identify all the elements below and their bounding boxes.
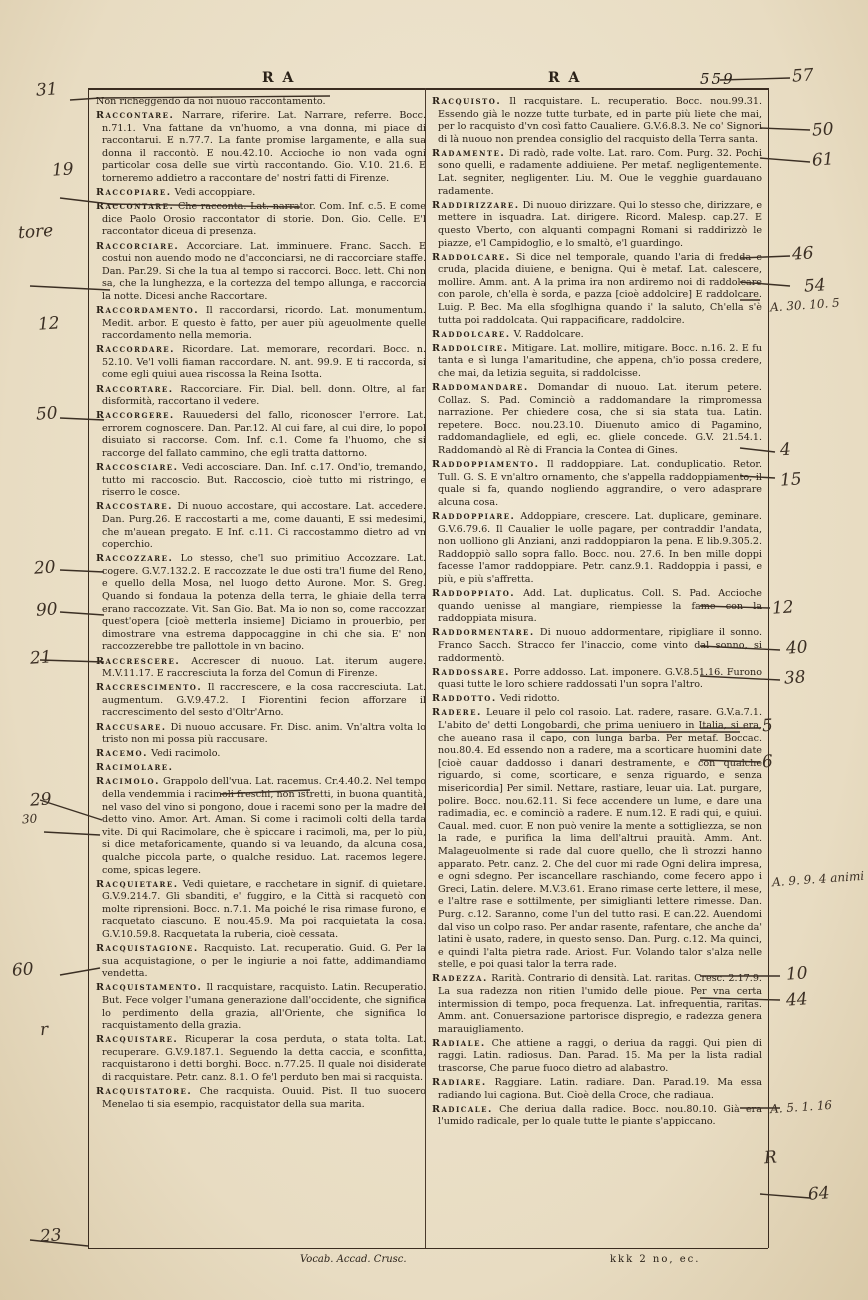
margin-note-r: r [39, 1019, 49, 1041]
margin-note-44: 44 [785, 989, 809, 1011]
entry-headword: Raddirizzare. [432, 199, 520, 211]
entry-text: Di nuouo accusare. Fr. Disc. anim. Vn'altra volta lo tristo non mi possa più raccusare. [102, 721, 426, 746]
entry-text: Accorciare. Lat. imminuere. Franc. Sacch. E costui non auendo modo ne d'acconciarsi, ne di raccorciare staffe. Dan. Par.29. Si che la tua al tempo si raccorci. Bocc. lett. Chi non sa, che la lunghezza, e la cortezza del tempo allunga, e raccorcia la notte. Dicesi anche Raccortare. [102, 240, 426, 302]
entry-text: Vedi ridotto. [499, 693, 560, 705]
margin-note-90: 90 [35, 599, 59, 621]
entry-text: Non richeggendo da noi nuouo raccontamento. [96, 96, 326, 107]
entry-headword: Radere. [432, 707, 482, 719]
entry-headword: Racquisto. [432, 96, 502, 107]
entry-text: Rauuedersi del fallo, riconoscer l'errore. Lat. errorem cognoscere. Dan. Par.12. Al cui fare, al cui dire, lo popol disuiato si raccorse. Com. Inf. c.1. Come fa l'huomo, che si raccorge del fallato cammino, che egli tratta dattorno. [102, 410, 426, 460]
catchword-footer: kkk 2 no, ec. [610, 1254, 701, 1265]
entry-text: Accrescer di nuouo. Lat. iterum augere. M.V.11.17. E raccresciuta la forza del Comun di Firenze. [102, 655, 426, 680]
entry-text: Ricuperar la cosa perduta, o stata tolta. Lat. recuperare. G.V.9.187.1. Seguendo la detta caccia, e sconfitta, racquistarono i detti borghi. Bocc. n.77.25. Il quale noi disiderate di racquistare. Petr. canz. 8.1. O fe'l perduto ben mai si racquista. [102, 1034, 426, 1084]
entry-text: Raccorciare. Fir. Dial. bell. donn. Oltre, al far disformità, raccortano il vedere. [102, 383, 426, 408]
entry-headword: Racquistatore. [96, 1086, 193, 1098]
entry-headword: Raddolcare. [432, 251, 511, 263]
entry-headword: Raddoppiamento. [432, 459, 540, 471]
margin-note-61: 61 [811, 149, 835, 171]
entry-text: Di nuouo accostare, qui accostare. Lat. accedere. Dan. Purg.26. E raccostarti a me, come dauanti, E ssi medesimi, che m'auean pregato. E Inf. c.11. Ci raccostammo dietro ad vn coperchio. [102, 501, 426, 551]
entry-headword: Racquietare. [96, 878, 179, 890]
entry-headword: Raccontare. [96, 110, 175, 122]
entry-headword: Raccontare. [96, 201, 175, 213]
margin-note-a-30: A. 30. 10. 5 [769, 295, 841, 315]
entry-headword: Racemo. [96, 748, 148, 760]
margin-note-R: R [763, 1147, 778, 1169]
entry-text: Che attiene a raggi, o deriua da raggi. Qui pien di raggi. Latin. radiosus. Dan. Parad. 15. Ma per la lista radial trascorse, Che parue fuoco dietro ad alabastro. [438, 1037, 762, 1075]
entry-headword: Racquistamento. [96, 982, 203, 994]
margin-note-6: 6 [761, 751, 774, 773]
margin-note-10: 10 [785, 963, 809, 985]
entry-headword: Raccordamento. [96, 305, 200, 316]
margin-note-21: 21 [29, 647, 53, 669]
margin-note-23: 23 [39, 1225, 63, 1247]
entry-headword: Raddolcire. [432, 342, 509, 354]
entry-text: Il racquistare. L. recuperatio. Bocc. nou.99.31. Essendo già le nozze tutte turbate, ed in parte più liete che mai, per lo racquisto d'vn così fatto Caualiere. G.V.6.8.3. Ne co' Signori di là nuouo non prendea consiglio del racquisto della Terra santa. [438, 96, 762, 145]
entry-text: Vedi racimolo. [151, 748, 221, 760]
margin-note-30: 30 [21, 811, 38, 827]
entry-text: Di radò, rade volte. Lat. raro. Com. Purg. 32. Pochi sono quelli, e radamente addiuiene. Per metaf. negligentemente. Lat. segniter, negligenter. Liu. M. Oue le vegghie guardauano radamente. [438, 147, 762, 197]
entry-text: Il raddoppiare. Lat. conduplicatio. Retor. Tull. G. S. E vn'altro ornamento, che s'appella raddoppiamento, il quale si fa, quando nogliendo aggrandire, o vero adasprare alcuna cosa. [438, 459, 762, 508]
running-head-left: R A [262, 70, 296, 86]
margin-note-46: 46 [791, 243, 815, 265]
entry-text: Domandar di nuouo. Lat. iterum petere. Collaz. S. Pad. Cominciò a raddomandare la rimpromessa narrazione. Per chiedere cosa, che si sia stata tua. Latin. repetere. Bocc. nou.23.10. Diuenuto amico di Pagamino, raddomandagliele, ed egli, ec. gliele concede. G.V. 21.54.1. Raddomandò al Rè di Francia la Contea di Gines. [438, 382, 762, 457]
entry-text: Addoppiare, crescere. Lat. duplicare, geminare. G.V.6.79.6. Il Caualier le uolle pagare, per contraddir l'andata, non uolliono gli Anziani, anzi raddoppiaron la pena. E lib.9.305.2. Raddoppiò sallo sopra fallo. Bocc. nou. 27.6. In ben mille doppi facesse l'amor raddoppiare. Petr. canz.9.1. Raddoppia i passi, e più, e più s'affretta. [438, 511, 762, 585]
entry-text: Raggiare. Latin. radiare. Dan. Parad.19. Ma essa radiando lui cagiona. But. Cioè della Croce, che radiaua. [438, 1077, 762, 1101]
entry-headword: Radicale. [432, 1103, 493, 1115]
entry-text: V. Raddolcare. [513, 328, 584, 340]
entry-text: Il raccrescere, e la cosa raccresciuta. Lat. augmentum. G.V.9.47.2. I Fiorentini fecion afforzare il raccrescimento del sesto d'Oltr'Arno. [102, 682, 426, 719]
entry-headword: Racquistagione. [96, 943, 199, 955]
entry-text: Rarità. Contrario di densità. Lat. raritas. Cresc. 2.17.9. La sua radezza non ritien l'umido delle pioue. Per vna certa intermission di tempo, poca frequenza. Lat. infrequentia, raritas. Amm. ant. Conuersazione partorisce dispregio, e radezza genera marauigliamento. [438, 973, 762, 1035]
entry-text: Vedi quietare, e racchetare in signif. di quietare. G.V.9.214.7. Gli sbanditi, e' fuggiro, e la Città si racquetò con molte riprensioni. Bocc. n.7.1. Ma poiché le risa rimase furono, e racquetato ciascuno. E nou.45.9. Ma poi racquietata la cosa. G.V.10.59.8. Racquetata la ruberia, cioè cessata. [102, 878, 426, 940]
entry-headword: Radiare. [432, 1077, 487, 1089]
entry-headword: Radiale. [432, 1037, 486, 1049]
entry-headword: Raccostare. [96, 501, 173, 513]
entry-headword: Raddoppiare. [432, 511, 516, 522]
entry-headword: Raccorciare. [96, 240, 180, 252]
margin-note-12: 12 [37, 313, 61, 335]
margin-note-54: 54 [803, 275, 827, 297]
entry-text: Che deriua dalla radice. Bocc. nou.80.10. Già era l'umido radicale, per lo quale tutte le piante s'appiccano. [438, 1103, 762, 1128]
entry-headword: Raccosciare. [96, 462, 179, 474]
entry-text: Vedi accosciare. Dan. Inf. c.17. Ond'io, tremando, tutto mi raccoscio. But. Raccoscio, cioè tutto mi ristringo, e riserro le cosce. [102, 462, 426, 499]
entry-headword: Raddoppiato. [432, 588, 516, 600]
margin-note-a-5: A. 5. 1. 16 [769, 1097, 833, 1117]
margin-note-4: 4 [779, 439, 792, 461]
entry-headword: Radezza. [432, 973, 488, 985]
margin-note-29: 29 [29, 789, 53, 811]
entry-headword: Raccozzare. [96, 553, 174, 565]
entry-headword: Raddolcare. [432, 328, 511, 340]
entry-headword: Racimolare. [96, 762, 174, 774]
entry-text: Il racquistare, racquisto. Latin. Recuperatio. But. Fece volger l'umana generazione dall'occidente, che significa lo perdimento della grazia, all'Oriente, che significa lo racquistamento della grazia. [102, 982, 426, 1032]
entry-headword: Raccordare. [96, 344, 175, 356]
entry-text: Vedi accoppiare. [174, 187, 256, 199]
entry-headword: Raddormentare. [432, 627, 535, 639]
entry-text: Leuare il pelo col rasoio. Lat. radere, rasare. G.V.a.7.1. L'abito de' detti Longobardi, che prima ueniuero in Italia, si era, che aueano rasa il capo, con lunga barba. Per metaf. Boccac. nou.80.4. Ed essendo non a radere, ma a scorticare huomini date [cioè cauar daddosso i danari destramente, e con qualche riguardo, si come, scorticare, e senza riguardo, e senza misericordia] Per simil. Nettare, rastiare, leuar uia. Lat. purgare, polire. Bocc. nou.62.11. Si fece accendere un lume, e dare una radimadia, ec. e cominciò a radere. E num.12. E radi qui, e quiui. Caual. med. cuor. E non può venire la mente a sottigliezza, se non la rade, e purifica la lima dell'altrui prauità. Amm. Ant. Malageuolmente si rade dal cuore quello, che lì strozzi hanno apparato. Petr. canz. 2. Che del cuor mi rade Ogni delira impresa, e ogni sdegno. Per iscancellare raschiando, come fecero appo i Greci, Latin. delere. M.V.3.61. Erano rimase certe lettere, il mese, e l'altre rase e sottilmente, per simiglianti lettere rimesse. Dan. Purg. c.12. Saranno, come l'un del tutto rasi. E can.22. Auendomi dal viso un colpo raso. Per andar rasente, rafentare, che anche da' latini è usato, radere, in questo senso. Dan. Purg. c.12. Ma quinci, e quindi l'alta pietra rade. Ariost. Fur. Volando talor s'alza nelle stelle, e poi quasi talor la terra rade. [438, 707, 762, 971]
entry-text: Di nuouo addormentare, ripigliare il sonno. Franco Sacch. Stracco fer l'inaccio, come vinto dal sonno, si raddormentò. [438, 627, 762, 664]
entry-text: Narrare, riferire. Lat. Narrare, referre. Bocc. n.71.1. Vna fattane da vn'huomo, a vna donna, mi piace di raccontarui. E n.77.7. La fante promise largamente, e alla sua donna il raccontò. E nou.42.10. Accioche io non vada ogni particolar cosa delle sue virtù raccontando. Gio. V.10. 21.6. E torneremo addietro a raccontare de' nostri fatti di Firenze. [102, 110, 426, 185]
entry-headword: Raccrescimento. [96, 682, 203, 694]
entry-text: Mitigare. Lat. mollire, mitigare. Bocc. n.16. 2. E fu tanta e sì lunga l'amaritudine, che appena, ch'io possa credere, che mai, da letizia seguita, si raddolcisse. [438, 342, 762, 379]
signature-footer: Vocab. Accad. Crusc. [300, 1254, 407, 1265]
margin-note-64: 64 [807, 1183, 831, 1205]
entry-headword: Raddomandare. [432, 382, 529, 394]
margin-note-tore: tore [17, 220, 54, 244]
entry-text: Ricordare. Lat. memorare, recordari. Bocc. n. 52.10. Ve'l volli fiaman raccordare. N. ant. 99.9. E ti raccorda, si come egli quiui auea riscossa la Reina Isotta. [102, 344, 426, 381]
margin-note-38: 38 [783, 667, 807, 689]
entry-headword: Raccopiare. [96, 187, 172, 199]
entry-text: Add. Lat. duplicatus. Coll. S. Pad. Accioche quando uenisse al mangiare, riempiesse la fame con la raddoppiata misura. [438, 588, 762, 625]
margin-note-57: 57 [791, 65, 815, 87]
entry-text: Racquisto. Lat. recuperatio. Guid. G. Per la sua acquistagione, o per le ingiurie a noi fatte, addimandiamo vendetta. [102, 943, 426, 980]
margin-note-19: 19 [51, 159, 75, 181]
margin-note-20: 20 [33, 557, 57, 579]
entry-headword: Raccorgere. [96, 410, 175, 422]
margin-note-a-9: A. 9. 9. 4 animi [771, 868, 865, 890]
entry-headword: Raccrescere. [96, 655, 181, 667]
entry-text: Lo stesso, che'l suo primitiuo Accozzare. Lat. cogere. G.V.7.132.2. E raccozzate le due osti tra'l fiume del Reno, e quello della Mosa, nel luogo detto Aurone. Mor. S. Greg. Quando si fondaua la potenza della terra, le ghiaie della terra erano raccozzate. Vit. San Gio. Bat. Ma io non so, come raccozzar quest'opera [cioè metterla insieme] Diciamo in prouerbio, per dimostrare vna estrema dappocaggine in chi che sia. E' non raccozzerebbe tre pallottole in vn bacino. [102, 553, 426, 653]
entry-headword: Racquistare. [96, 1034, 179, 1046]
entry-text: Si dice nel temporale, quando l'aria di fredda e cruda, placida diuiene, e benigna. Qui è metaf. Lat. calescere, mollire. Amm. ant. A la prima ira non ardiremo noi di raddolcare con parole, ch'ella è sorda, e pazza [cioè addolcire] E raddolcare. Luig. P. Bec. Ma ella sfoglhigna quando i' la saluto, Ch'ella s'è tutta poi raddolcata. Qui rappacificare, raddolcire. [438, 251, 762, 326]
entry-text: Che racquista. Ouuid. Pist. Il tuo suocero Menelao ti sia esempio, racquistator della sua marita. [102, 1086, 426, 1110]
margin-note-31: 31 [35, 79, 59, 101]
margin-note-50: 50 [35, 403, 59, 425]
entry-text: Di nuouo dirizzare. Qui lo stesso che, dirizzare, e mettere in isquadra. Lat. dirigere. Ricord. Malesp. cap.27. E questo Vberto, con alquanti compagni Romani si raddirizzò le piazze, e'l Campidoglio, e lo smaltò, e'l guardingo. [438, 199, 762, 249]
margin-note-right-12: 12 [771, 597, 795, 619]
entry-headword: Raccusare. [96, 721, 167, 733]
margin-note-40: 40 [785, 637, 809, 659]
margin-note-60: 60 [11, 959, 35, 981]
margin-note-5: 5 [761, 715, 774, 737]
entry-headword: Raccortare. [96, 383, 174, 395]
entry-headword: Racimolo. [96, 776, 160, 788]
margin-note-15: 15 [779, 469, 803, 491]
entry-text: Grappolo dell'vua. Lat. racemus. Cr.4.40.2. Nel tempo della vendemmia i racimoli freschi, non istretti, in buona quantità, nel vaso del vino si pongono, doue i racemi sono per la madre del detto vino. Amor. Art. Aman. Si come i racimoli colti della tarda vite. Di qui Racimolare, che è spiccare i racimoli, ma, per lo più, si dice metaforicamente, quando si va leuando, da alcuna cosa, qualche piccola parte, o qualche residuo. Lat. racemos legere. come, spicas legere. [102, 776, 426, 876]
running-head-right: R A [548, 70, 582, 86]
entry-text: Che racconta. Lat. narrator. Com. Inf. c.5. E come dice Paolo Orosio raccontator di storie. Don. Gio. Celle. E'l raccontator diceua di presenza. [102, 201, 426, 238]
entry-headword: Radamente. [432, 147, 506, 159]
page-number: 559 [700, 70, 735, 88]
entry-headword: Raddossare. [432, 666, 511, 678]
margin-note-right-50: 50 [811, 119, 835, 141]
entry-headword: Raddotto. [432, 693, 497, 705]
entry-text: Porre addosso. Lat. imponere. G.V.8.51.16. Furono quasi tutte le loro schiere raddossati l'un sopra l'altro. [438, 666, 762, 691]
entry-text: Il raccordarsi, ricordo. Lat. monumentum. Medit. arbor. E questo è fatto, per auer più ageuolmente quelle raccordamento nella memoria. [102, 305, 426, 342]
